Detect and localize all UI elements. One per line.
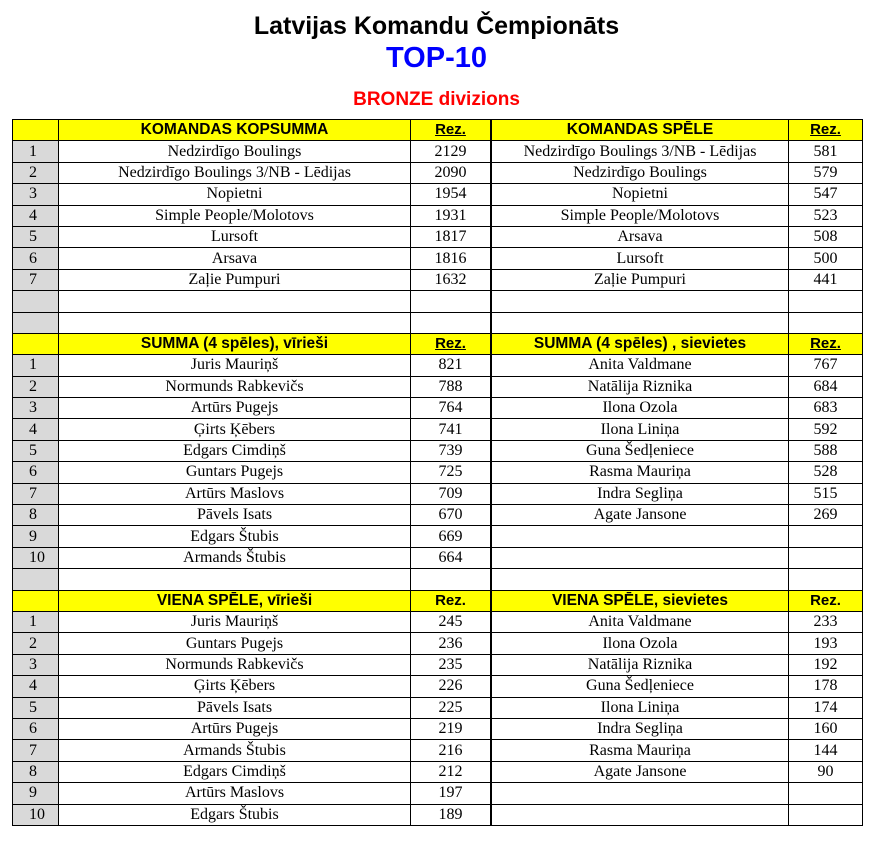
page-title: Latvijas Komandu Čempionāts	[253, 12, 620, 40]
left-score-cell: 189	[411, 804, 491, 825]
rank-cell: 4	[13, 676, 59, 697]
table-row	[13, 740, 863, 761]
rank-cell: 1	[13, 355, 59, 376]
table-row	[13, 633, 863, 654]
rank-cell: 10	[13, 547, 59, 568]
right-score-cell: 500	[789, 248, 863, 269]
left-rez-header: Rez.	[411, 120, 491, 141]
table-row	[13, 226, 863, 247]
right-rez-header: Rez.	[789, 120, 863, 141]
right-name-cell: Rasma Mauriņa	[492, 740, 789, 761]
rank-cell: 1	[13, 611, 59, 632]
right-name-cell: Natālija Riznika	[492, 654, 789, 675]
rank-cell: 7	[13, 269, 59, 290]
rank-cell: 4	[13, 205, 59, 226]
left-score-cell	[411, 291, 491, 312]
right-rez-header: Rez.	[789, 333, 863, 354]
right-score-cell	[789, 804, 863, 825]
right-score-cell: 178	[789, 676, 863, 697]
left-score-cell: 739	[411, 440, 491, 461]
left-score-cell: 1816	[411, 248, 491, 269]
section-header	[13, 333, 863, 354]
rank-cell: 2	[13, 376, 59, 397]
right-name-cell: Guna Šedļeniece	[492, 440, 789, 461]
rank-cell: 6	[13, 462, 59, 483]
left-name-cell: Pāvels Isats	[59, 697, 411, 718]
table-row	[13, 141, 863, 162]
left-score-cell	[411, 312, 491, 333]
rank-cell: 7	[13, 740, 59, 761]
right-rez-header: Rez.	[789, 590, 863, 611]
rank-cell: 5	[13, 226, 59, 247]
left-name-cell: Normunds Rabkevičs	[59, 376, 411, 397]
left-name-cell: Ģirts Ķēbers	[59, 419, 411, 440]
left-name-cell: Guntars Pugejs	[59, 462, 411, 483]
left-name-cell	[59, 291, 411, 312]
right-score-cell	[789, 291, 863, 312]
right-name-cell: Nopietni	[492, 184, 789, 205]
left-score-cell: 225	[411, 697, 491, 718]
rank-cell: 8	[13, 761, 59, 782]
left-name-cell: Armands Štubis	[59, 547, 411, 568]
right-score-cell	[789, 783, 863, 804]
left-score-cell: 1931	[411, 205, 491, 226]
left-score-cell: 197	[411, 783, 491, 804]
left-score-cell: 219	[411, 718, 491, 739]
table-row	[13, 312, 863, 333]
right-score-cell: 441	[789, 269, 863, 290]
right-name-cell	[492, 569, 789, 590]
rank-cell: 3	[13, 398, 59, 419]
right-score-cell: 515	[789, 483, 863, 504]
right-section-title: KOMANDAS SPĒLE	[492, 120, 789, 141]
page-subtitle: TOP-10	[385, 42, 487, 74]
left-name-cell: Normunds Rabkevičs	[59, 654, 411, 675]
table-row	[13, 547, 863, 568]
table-row	[13, 783, 863, 804]
rank-cell: 6	[13, 248, 59, 269]
right-score-cell	[789, 526, 863, 547]
left-name-cell: Edgars Cimdiņš	[59, 761, 411, 782]
left-score-cell	[411, 569, 491, 590]
rank-cell: 10	[13, 804, 59, 825]
right-section-title: VIENA SPĒLE, sievietes	[492, 590, 789, 611]
left-name-cell: Simple People/Molotovs	[59, 205, 411, 226]
right-name-cell: Simple People/Molotovs	[492, 205, 789, 226]
right-score-cell: 528	[789, 462, 863, 483]
right-score-cell: 581	[789, 141, 863, 162]
right-score-cell	[789, 547, 863, 568]
table-row	[13, 697, 863, 718]
left-score-cell: 1632	[411, 269, 491, 290]
right-score-cell: 90	[789, 761, 863, 782]
right-name-cell: Indra Segliņa	[492, 483, 789, 504]
rank-cell: 5	[13, 697, 59, 718]
right-score-cell: 588	[789, 440, 863, 461]
left-name-cell: Artūrs Pugejs	[59, 718, 411, 739]
right-score-cell: 523	[789, 205, 863, 226]
left-name-cell: Edgars Štubis	[59, 526, 411, 547]
left-rez-header: Rez.	[411, 590, 491, 611]
division-label: BRONZE divizions	[353, 89, 520, 110]
left-name-cell: Edgars Štubis	[59, 804, 411, 825]
right-score-cell: 160	[789, 718, 863, 739]
rank-cell: 9	[13, 526, 59, 547]
right-name-cell: Anita Valdmane	[492, 355, 789, 376]
rank-cell: 5	[13, 440, 59, 461]
left-score-cell: 212	[411, 761, 491, 782]
left-name-cell: Zaļie Pumpuri	[59, 269, 411, 290]
table-row	[13, 419, 863, 440]
right-name-cell: Rasma Mauriņa	[492, 462, 789, 483]
rank-cell: 2	[13, 633, 59, 654]
left-score-cell: 709	[411, 483, 491, 504]
table-row	[13, 718, 863, 739]
left-score-cell: 670	[411, 505, 491, 526]
left-score-cell: 741	[411, 419, 491, 440]
rank-cell: 8	[13, 505, 59, 526]
table-row	[13, 761, 863, 782]
left-score-cell: 235	[411, 654, 491, 675]
left-score-cell: 664	[411, 547, 491, 568]
table-row	[13, 526, 863, 547]
right-name-cell	[492, 312, 789, 333]
header-number-cell	[13, 590, 59, 611]
left-name-cell: Pāvels Isats	[59, 505, 411, 526]
left-score-cell: 669	[411, 526, 491, 547]
table-row	[13, 611, 863, 632]
section-header	[13, 120, 863, 141]
left-section-title: SUMMA (4 spēles), vīrieši	[59, 333, 411, 354]
right-name-cell: Ilona Ozola	[492, 398, 789, 419]
rank-cell: 4	[13, 419, 59, 440]
left-name-cell: Lursoft	[59, 226, 411, 247]
right-score-cell: 767	[789, 355, 863, 376]
right-name-cell: Anita Valdmane	[492, 611, 789, 632]
right-score-cell: 144	[789, 740, 863, 761]
rank-cell: 9	[13, 783, 59, 804]
right-score-cell: 193	[789, 633, 863, 654]
right-name-cell: Zaļie Pumpuri	[492, 269, 789, 290]
left-score-cell: 821	[411, 355, 491, 376]
left-score-cell: 236	[411, 633, 491, 654]
right-score-cell	[789, 569, 863, 590]
right-section-title: SUMMA (4 spēles) , sievietes	[492, 333, 789, 354]
rank-cell: 3	[13, 654, 59, 675]
right-name-cell: Nedzirdīgo Boulings 3/NB - Lēdijas	[492, 141, 789, 162]
left-score-cell: 1954	[411, 184, 491, 205]
table-row	[13, 205, 863, 226]
table-row	[13, 248, 863, 269]
table-row	[13, 355, 863, 376]
left-score-cell: 788	[411, 376, 491, 397]
table-row	[13, 398, 863, 419]
table-row	[13, 462, 863, 483]
left-rez-header: Rez.	[411, 333, 491, 354]
table-row	[13, 440, 863, 461]
right-name-cell: Lursoft	[492, 248, 789, 269]
rank-cell: 6	[13, 718, 59, 739]
left-score-cell: 764	[411, 398, 491, 419]
table-row	[13, 505, 863, 526]
right-name-cell: Agate Jansone	[492, 505, 789, 526]
left-section-title: KOMANDAS KOPSUMMA	[59, 120, 411, 141]
right-name-cell	[492, 291, 789, 312]
left-name-cell: Artūrs Maslovs	[59, 783, 411, 804]
right-score-cell: 269	[789, 505, 863, 526]
table-row	[13, 654, 863, 675]
left-score-cell: 1817	[411, 226, 491, 247]
right-name-cell: Indra Segliņa	[492, 718, 789, 739]
left-section-title: VIENA SPĒLE, vīrieši	[59, 590, 411, 611]
table-row	[13, 269, 863, 290]
right-name-cell: Natālija Riznika	[492, 376, 789, 397]
right-score-cell: 174	[789, 697, 863, 718]
right-score-cell: 684	[789, 376, 863, 397]
left-name-cell	[59, 569, 411, 590]
left-name-cell: Nopietni	[59, 184, 411, 205]
results-table	[12, 119, 863, 826]
right-score-cell: 508	[789, 226, 863, 247]
table-row	[13, 483, 863, 504]
rank-cell	[13, 569, 59, 590]
header-number-cell	[13, 120, 59, 141]
right-name-cell: Nedzirdīgo Boulings	[492, 162, 789, 183]
right-name-cell: Arsava	[492, 226, 789, 247]
right-score-cell: 683	[789, 398, 863, 419]
left-name-cell: Artūrs Maslovs	[59, 483, 411, 504]
left-name-cell: Ģirts Ķēbers	[59, 676, 411, 697]
table-row	[13, 291, 863, 312]
left-name-cell: Armands Štubis	[59, 740, 411, 761]
left-score-cell: 2129	[411, 141, 491, 162]
left-name-cell: Artūrs Pugejs	[59, 398, 411, 419]
header-number-cell	[13, 333, 59, 354]
left-name-cell: Edgars Cimdiņš	[59, 440, 411, 461]
right-name-cell: Ilona Ozola	[492, 633, 789, 654]
right-score-cell: 547	[789, 184, 863, 205]
rank-cell	[13, 291, 59, 312]
right-name-cell	[492, 547, 789, 568]
right-name-cell	[492, 526, 789, 547]
right-score-cell: 192	[789, 654, 863, 675]
right-score-cell: 579	[789, 162, 863, 183]
rank-cell: 3	[13, 184, 59, 205]
right-score-cell: 233	[789, 611, 863, 632]
rank-cell: 2	[13, 162, 59, 183]
left-name-cell: Guntars Pugejs	[59, 633, 411, 654]
left-score-cell: 2090	[411, 162, 491, 183]
rank-cell: 7	[13, 483, 59, 504]
right-name-cell: Ilona Liniņa	[492, 697, 789, 718]
table-row	[13, 804, 863, 825]
left-name-cell	[59, 312, 411, 333]
right-name-cell	[492, 783, 789, 804]
section-header	[13, 590, 863, 611]
left-score-cell: 725	[411, 462, 491, 483]
table-row	[13, 376, 863, 397]
table-row	[13, 676, 863, 697]
table-row	[13, 162, 863, 183]
left-name-cell: Arsava	[59, 248, 411, 269]
left-name-cell: Juris Mauriņš	[59, 355, 411, 376]
left-score-cell: 216	[411, 740, 491, 761]
left-name-cell: Nedzirdīgo Boulings 3/NB - Lēdijas	[59, 162, 411, 183]
table-row	[13, 569, 863, 590]
rank-cell	[13, 312, 59, 333]
left-score-cell: 245	[411, 611, 491, 632]
left-name-cell: Juris Mauriņš	[59, 611, 411, 632]
right-score-cell	[789, 312, 863, 333]
right-name-cell	[492, 804, 789, 825]
table-row	[13, 184, 863, 205]
rank-cell: 1	[13, 141, 59, 162]
right-name-cell: Guna Šedļeniece	[492, 676, 789, 697]
right-score-cell: 592	[789, 419, 863, 440]
right-name-cell: Agate Jansone	[492, 761, 789, 782]
right-name-cell: Ilona Liniņa	[492, 419, 789, 440]
left-name-cell: Nedzirdīgo Boulings	[59, 141, 411, 162]
left-score-cell: 226	[411, 676, 491, 697]
